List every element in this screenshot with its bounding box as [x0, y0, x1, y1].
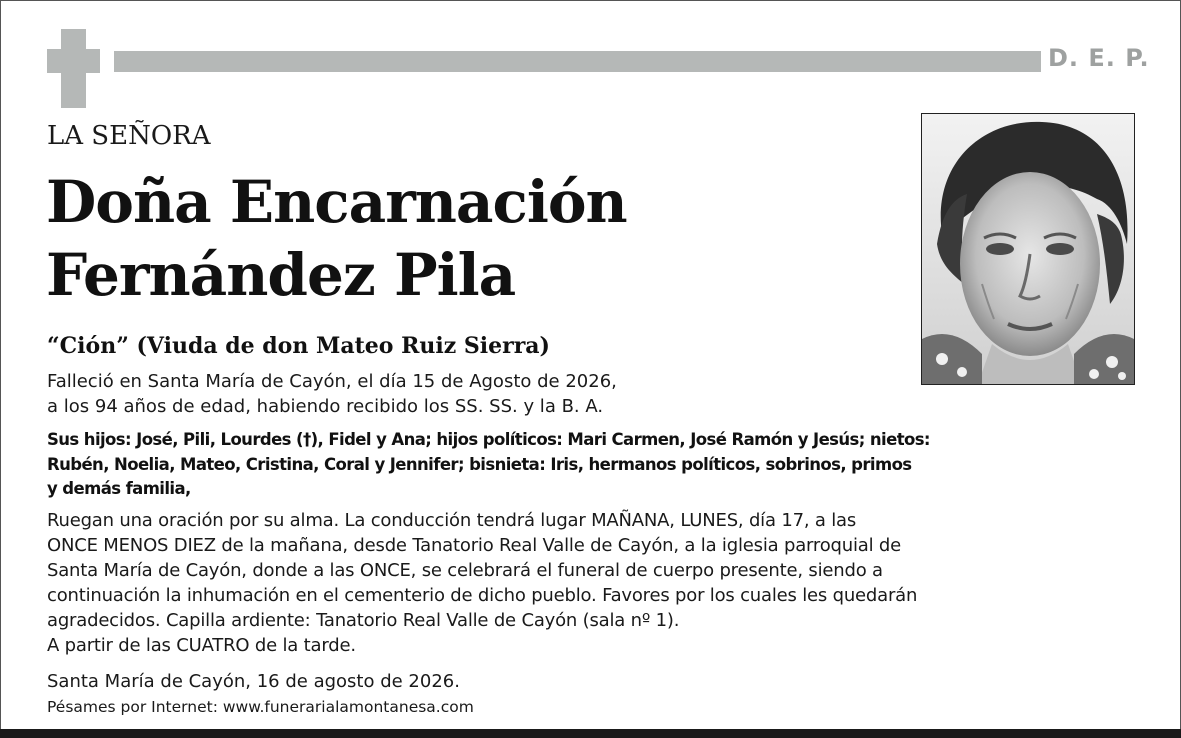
ceremony-line: A partir de las CUATRO de la tarde.	[47, 635, 356, 656]
ceremony-line: Ruegan una oración por su alma. La conducción tendrá lugar MAÑANA, LUNES, día 17, a las	[47, 510, 857, 531]
name-line-1: Doña Encarnación	[46, 168, 627, 236]
dep-label: D. E. P.	[1048, 44, 1150, 72]
death-line-1: Falleció en Santa María de Cayón, el día 15 de Agosto de 2026,	[47, 371, 617, 392]
name-line-2: Fernández Pila	[46, 241, 516, 309]
death-details	[47, 369, 617, 419]
ceremony-line: agradecidos. Capilla ardiente: Tanatorio Real Valle de Cayón (sala nº 1).	[47, 610, 680, 631]
deceased-name	[46, 166, 627, 312]
ceremony-line: ONCE MENOS DIEZ de la mañana, desde Tanatorio Real Valle de Cayón, a la iglesia parroquial de	[47, 535, 902, 556]
family-line: Rubén, Noelia, Mateo, Cristina, Coral y Jennifer; bisnieta: Iris, hermanos políticos, sobrinos, primos	[47, 454, 912, 474]
family-line: y demás familia,	[47, 479, 191, 498]
family-line: Sus hijos: José, Pili, Lourdes (†), Fidel y Ana; hijos políticos: Mari Carmen, José Ramón y Jesús; nietos:	[47, 430, 930, 449]
pretitle: LA SEÑORA	[47, 121, 211, 151]
bottom-bar	[0, 729, 1181, 738]
condolences-link: Pésames por Internet: www.funerarialamontanesa.com	[47, 698, 474, 716]
ceremony-details	[47, 508, 917, 658]
death-line-2: a los 94 años de edad, habiendo recibido los SS. SS. y la B. A.	[47, 396, 604, 417]
portrait-photo	[921, 113, 1135, 385]
ceremony-line: continuación la inhumación en el cementerio de dicho pueblo. Favores por los cuales les quedarán	[47, 585, 918, 606]
alias-line: “Ción” (Viuda de don Mateo Ruiz Sierra)	[47, 333, 550, 359]
portrait-image	[922, 114, 1134, 384]
header-rule	[114, 51, 1041, 72]
signoff-date: Santa María de Cayón, 16 de agosto de 2026.	[47, 671, 460, 692]
cross-icon-arm	[47, 49, 100, 73]
family-list	[47, 428, 930, 502]
ceremony-line: Santa María de Cayón, donde a las ONCE, se celebrará el funeral de cuerpo presente, siendo a	[47, 560, 883, 581]
